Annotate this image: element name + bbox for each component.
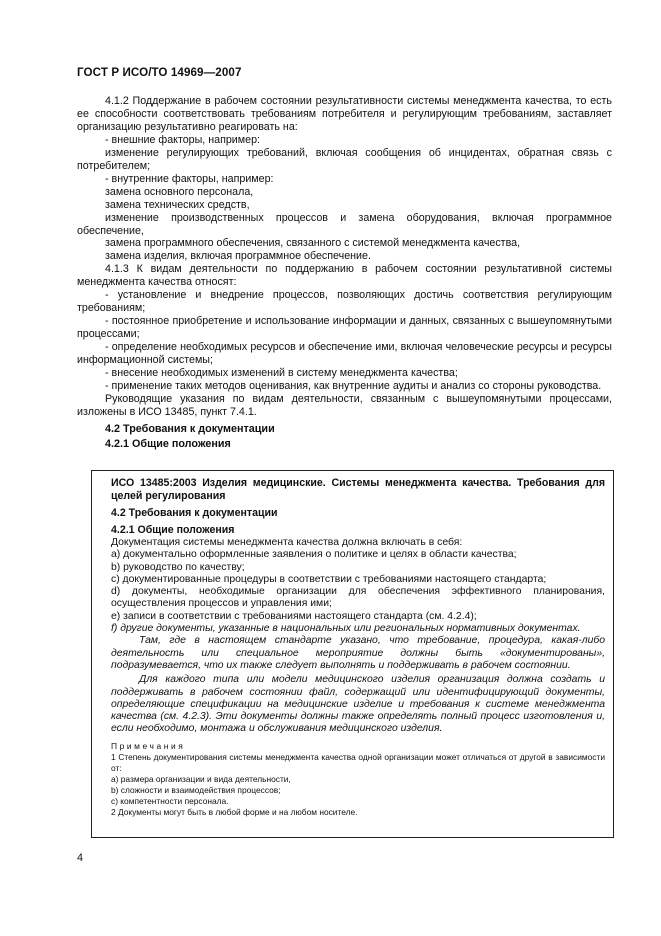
list-item: - внешние факторы, например: <box>105 133 260 146</box>
list-item: изменение регулирующих требований, включая сообщения об инцидентах, обратная связь с потребителем; <box>77 146 612 172</box>
quote-section-4-2-1: 4.2.1 Общие положения <box>111 524 235 536</box>
quoted-standard-box <box>91 470 614 838</box>
notes-heading: Примечания <box>111 740 186 751</box>
note-item: 1 Степень документирования системы менеджмента качества одной организации может отличаться от другой в зависимости от: <box>111 751 605 773</box>
main-text <box>77 95 612 451</box>
quote-line: a) документально оформленные заявления о политике и целях в области качества; <box>111 549 517 561</box>
section-heading-4-2: 4.2 Требования к документации <box>105 422 275 435</box>
quote-line: c) документированные процедуры в соответствии с требованиями настоящего стандарта; <box>111 573 547 585</box>
paragraph-4-1-3: 4.1.3 К видам деятельности по поддержанию в рабочем состоянии результативной системы менеджмента качества относят: <box>77 263 612 289</box>
paragraph-guidance: Руководящие указания по видам деятельности, связанным с вышеупомянутыми процессами, изложены в ИСО 13485, пункт 7.4.1. <box>77 392 612 418</box>
list-item: - определение необходимых ресурсов и обеспечение ими, включая человеческие ресурсы и ресурсы информационной системы; <box>77 341 612 367</box>
quote-line: b) руководство по качеству; <box>111 561 245 573</box>
quote-line: d) документы, необходимые организации для обеспечения эффективного планирования, осуществления процессов и управления ими; <box>111 586 605 610</box>
page-number: 4 <box>77 852 84 864</box>
quote-italic-paragraph: Там, где в настоящем стандарте указано, что требование, процедура, какая-либо деятельность или специальное мероприятие должны быть «документированы», подразумевается, что их также следует выполнять и поддерживать в рабочем состоянии. <box>111 635 605 671</box>
quote-line: e) записи в соответствии с требованиями настоящего стандарта (см. 4.2.4); <box>111 610 477 622</box>
note-item: a) размера организации и вида деятельности, <box>111 774 291 785</box>
note-item: b) сложности и взаимодействия процессов; <box>111 785 281 796</box>
list-item: замена изделия, включая программное обеспечение. <box>105 250 371 263</box>
note-item: 2 Документы могут быть в любой форме и на любом носителе. <box>111 807 358 818</box>
paragraph-4-1-2: 4.1.2 Поддержание в рабочем состоянии результативности системы менеджмента качества, то есть ее способности соответствовать требованиям потребителя и регулирующим требованиям, заставляет организацию результативно реагировать на: <box>77 95 612 133</box>
quote-italic-line: f) другие документы, указанные в национальных или региональных нормативных документах. <box>111 623 581 635</box>
list-item: - внесение необходимых изменений в систему менеджмента качества; <box>105 367 458 380</box>
quote-title: ИСО 13485:2003 Изделия медицинские. Системы менеджмента качества. Требования для целей регулирования <box>111 477 605 502</box>
list-item: замена программного обеспечения, связанного с системой менеджмента качества, <box>105 237 521 250</box>
list-item: - установление и внедрение процессов, позволяющих достичь соответствия регулирующим требованиям; <box>77 289 612 315</box>
quote-line: Документация системы менеджмента качества должна включать в себя: <box>111 537 463 548</box>
section-heading-4-2-1: 4.2.1 Общие положения <box>105 438 231 451</box>
list-item: замена основного персонала, <box>105 185 254 198</box>
document-header: ГОСТ Р ИСО/ТО 14969—2007 <box>77 66 242 79</box>
list-item: - внутренние факторы, например: <box>105 172 274 185</box>
list-item: изменение производственных процессов и замена оборудования, включая программное обеспечение, <box>77 211 612 237</box>
quote-italic-paragraph: Для каждого типа или модели медицинского изделия организация должна создать и поддерживать в рабочем состоянии файл, содержащий или идентифицирующий документы, определяющие спецификации на медицинские изделие и требования к системе менеджмента качества (см. 4.2.3). Эти документы должны также определять полный процесс изготовления и, если необходимо, монтажа и обслуживания медицинского изделия. <box>111 674 605 735</box>
quote-section-4-2: 4.2 Требования к документации <box>111 507 278 519</box>
note-item: c) компетентности персонала. <box>111 796 229 807</box>
list-item: замена технических средств, <box>105 198 250 211</box>
list-item: - постоянное приобретение и использование информации и данных, связанных с вышеупомянутыми процессами; <box>77 315 612 341</box>
list-item: - применение таких методов оценивания, как внутренние аудиты и анализ со стороны руководства. <box>105 379 602 392</box>
